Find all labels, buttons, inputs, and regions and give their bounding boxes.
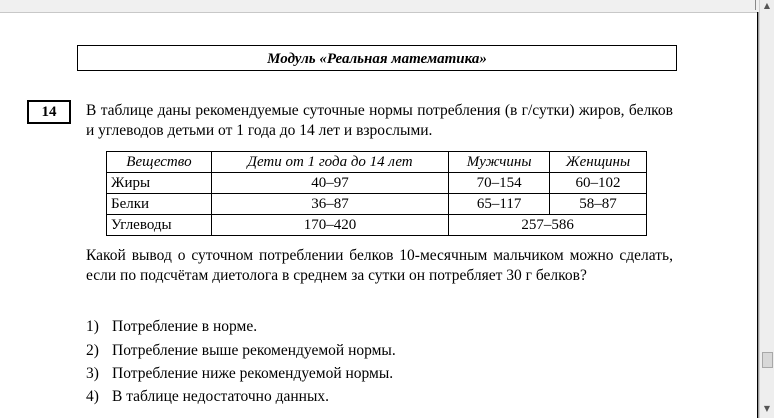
option-number: 2) [86,342,99,359]
cell-adults: 257–586 [449,215,647,236]
norms-table [106,151,647,236]
window-top-bar [0,0,774,13]
module-title: Модуль «Реальная математика» [77,45,677,71]
table-header-row [107,152,647,173]
scroll-down-icon[interactable]: ▼ [763,404,771,413]
vertical-scrollbar[interactable] [759,0,774,418]
option-text: Потребление выше рекомендуемой нормы. [112,342,396,359]
option-number: 1) [86,318,99,335]
row-substance: Углеводы [107,215,212,236]
option-number: 3) [86,365,99,382]
option-text: Потребление в норме. [112,318,258,335]
header-men: Мужчины [449,152,550,173]
table-row [107,194,647,215]
header-children: Дети от 1 года до 14 лет [211,152,448,173]
cell-children: 36–87 [211,194,448,215]
row-substance: Белки [107,194,212,215]
answer-option-3[interactable] [86,364,393,384]
header-substance: Вещество [107,152,212,173]
scroll-up-icon[interactable]: ▲ [763,1,771,10]
question-text: Какой вывод о суточном потреблении белков 10-месячным мальчиком можно сделать, если по подсчётам диетолога в среднем за сутки он потребляет 30 г белков? [86,247,673,284]
scroll-thumb[interactable] [762,352,773,368]
cell-children: 40–97 [211,173,448,194]
header-women: Женщины [550,152,647,173]
option-text: В таблице недостаточно данных. [112,388,329,405]
cell-men: 70–154 [449,173,550,194]
table-row [107,215,647,236]
answer-option-1[interactable] [86,317,257,337]
option-number: 4) [86,388,99,405]
cell-women: 58–87 [550,194,647,215]
window-corner [747,0,756,10]
table-row [107,173,647,194]
cell-women: 60–102 [550,173,647,194]
question-intro: В таблице даны рекомендуемые суточные нормы потребления (в г/сутки) жиров, белков и углеводов детьми от 1 года до 14 лет и взрослыми. [86,102,673,139]
answer-option-2[interactable] [86,341,396,361]
cell-men: 65–117 [449,194,550,215]
row-substance: Жиры [107,173,212,194]
answer-option-4[interactable] [86,387,329,407]
option-text: Потребление ниже рекомендуемой нормы. [112,365,394,382]
cell-children: 170–420 [211,215,448,236]
question-number: 14 [27,100,71,124]
